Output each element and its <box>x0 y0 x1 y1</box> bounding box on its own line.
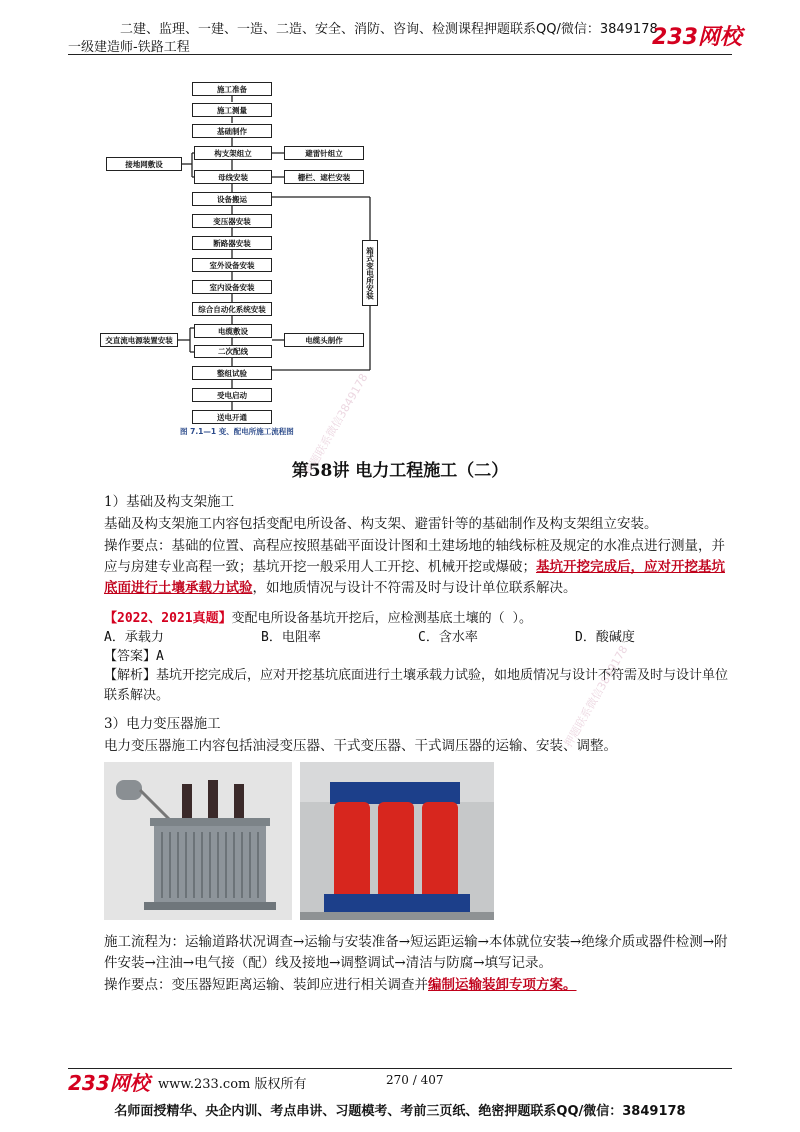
flow-step: 二次配线 <box>194 345 272 358</box>
flow-step: 综合自动化系统安装 <box>192 302 272 316</box>
highlight-text: 基坑开挖完成后，应对开挖基坑底面进行土壤承载力试验 <box>104 559 725 596</box>
paragraph <box>104 536 732 599</box>
flow-step: 室内设备安装 <box>192 280 272 294</box>
flow-step: 设备搬运 <box>192 192 272 206</box>
flow-step-right: 栅栏、遮栏安装 <box>284 170 364 184</box>
flow-step: 整组试验 <box>192 366 272 380</box>
option-b: B．电阻率 <box>261 630 321 645</box>
option-c: C．含水率 <box>418 630 478 645</box>
question-text: 变配电所设备基坑开挖后，应检测基底土壤的（ ）。 <box>231 611 532 626</box>
paragraph: 基础及构支架施工内容包括变配电所设备、构支架、避雷针等的基础制作及构支架组立安装。 <box>104 516 658 532</box>
flow-step: 施工测量 <box>192 103 272 117</box>
flow-step-left: 交直流电源装置安装 <box>100 333 178 347</box>
question-stem <box>104 609 732 629</box>
dry-transformer-icon <box>300 762 494 920</box>
oil-transformer-image <box>104 762 292 920</box>
flow-step: 室外设备安装 <box>192 258 272 272</box>
flow-step: 施工准备 <box>192 82 272 96</box>
brand-logo: 233网校 <box>652 25 742 50</box>
analysis-text: 基坑开挖完成后，应对开挖基坑底面进行土壤承载力试验，如地质情况与设计不符需及时与设计单位联系解决。 <box>104 668 729 703</box>
paragraph: 电力变压器施工内容包括油浸变压器、干式变压器、干式调压器的运输、安装、调整。 <box>104 738 617 754</box>
question-options <box>104 628 732 648</box>
footer-logo: 233网校 <box>68 1071 150 1095</box>
paragraph-text: 操作要点：基础的位置、高程应按照基础平面设计图和土建场地的轴线标桩及规定的水准点进行测量，并应与房建专业高程一致；基坑开挖一般采用人工开挖、机械开挖或爆破； <box>104 538 725 575</box>
analysis <box>104 666 732 706</box>
flow-step-left: 接地网敷设 <box>106 157 182 171</box>
header-divider <box>68 54 732 55</box>
oil-transformer-icon <box>104 762 292 920</box>
footer-copyright: www.233.com 版权所有 <box>158 1077 307 1092</box>
analysis-tag: 【解析】 <box>104 668 157 683</box>
flow-step: 送电开通 <box>192 410 272 424</box>
flow-step: 构支架组立 <box>194 146 272 160</box>
flow-step-right: 电缆头制作 <box>284 333 364 347</box>
flow-step-right: 避雷针组立 <box>284 146 364 160</box>
watermark: 押题联系微信3849178 <box>301 371 371 478</box>
footer-ad-text: 名师面授精华、央企内训、考点串讲、习题模考、考前三页纸、绝密押题联系QQ/微信：3849178 <box>114 1104 686 1119</box>
question-tag: 【2022、2021真题】 <box>104 611 232 626</box>
answer: 【答案】A <box>104 649 164 664</box>
flow-side-box: 箱式变电所安装 <box>362 240 378 306</box>
highlight-text: 编制运输装卸专项方案。 <box>428 977 577 993</box>
paragraph <box>104 975 732 996</box>
dry-transformer-image <box>300 762 494 920</box>
flow-step: 受电启动 <box>192 388 272 402</box>
header-ad-text: 二建、监理、一建、一造、二造、安全、消防、咨询、检测课程押题联系QQ/微信：3849178 <box>120 22 658 37</box>
watermark: 押题联系微信3849178 <box>561 643 631 750</box>
option-a: A．承载力 <box>104 630 164 645</box>
lecture-title: 第58讲 电力工程施工（二） <box>291 461 509 481</box>
paragraph-text: 操作要点：变压器短距离运输、装卸应进行相关调查并 <box>104 977 428 993</box>
paragraph-text: ，如地质情况与设计不符需及时与设计单位联系解决。 <box>252 580 577 596</box>
flow-step: 基础制作 <box>192 124 272 138</box>
flow-step: 电缆敷设 <box>194 324 272 338</box>
flow-step: 断路器安装 <box>192 236 272 250</box>
section-heading: 1）基础及构支架施工 <box>104 494 235 510</box>
footer-divider <box>68 1068 732 1069</box>
flow-step: 变压器安装 <box>192 214 272 228</box>
page-number: 270 / 407 <box>386 1073 444 1087</box>
header-subtitle: 一级建造师-铁路工程 <box>68 40 190 55</box>
section-heading: 3）电力变压器施工 <box>104 716 221 732</box>
flow-step: 母线安装 <box>194 170 272 184</box>
paragraph: 施工流程为：运输道路状况调查→运输与安装准备→短运距运输→本体就位安装→绝缘介质或器件检测→附件安装→注油→电气接（配）线及接地→调整调试→清洁与防腐→填写记录。 <box>104 934 728 971</box>
figure-caption: 图 7.1—1 变、配电所施工流程图 <box>180 427 294 436</box>
option-d: D．酸碱度 <box>575 630 635 645</box>
